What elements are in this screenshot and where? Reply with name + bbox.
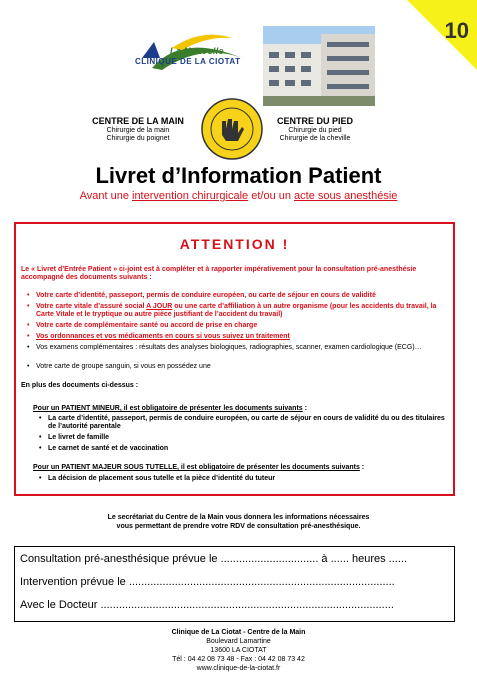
info-line2: vous permettant de prendre votre RDV de consultation pré-anesthésique. [116,523,361,530]
foot-center-title: CENTRE DU PIED [276,116,353,126]
clinic-building-photo [263,26,375,106]
document-subtitle: Avant une intervention chirurgicale et/ou un acte sous anesthésie [79,190,398,202]
doctor-field[interactable]: Avec le Docteur ................................................................................................ [20,599,394,611]
footer-street: Boulevard Lamartine [206,638,271,645]
list-item: • Vos examens complémentaires : résultats des analyses biologiques, radiographies, scanner, examen cardiologique (ECG)… [36,344,446,352]
secretariat-info [0,513,477,531]
footer-city: 13600 LA CIOTAT [210,647,267,654]
foot-center-line1: Chirurgie du pied [288,127,342,134]
footer-phone: Tél : 04 42 08 73 48 - Fax : 04 42 08 73 42 [172,656,305,663]
additional-docs-label: En plus des documents ci-dessus : [21,382,139,389]
clinic-footer [0,628,477,673]
list-item: • Le livret de famille [48,434,446,442]
page-number: 10 [444,18,469,43]
hand-center-line1: Chirurgie de la main [106,127,170,134]
hand-center-block [88,116,188,143]
info-line1: Le secrétariat du Centre de la Main vous donnera les informations nécessaires [107,514,370,521]
clinic-logo [132,28,252,98]
list-item: • La décision de placement sous tutelle et la pièce d’identité du tuteur [48,475,446,483]
hand-center-line2: Chirurgie du poignet [106,135,170,142]
hand-center-title: CENTRE DE LA MAIN [92,116,184,126]
list-item: • Votre carte d’identité, passeport, permis de conduire européen, ou carte de séjour en cours de validité [36,292,446,300]
logo-line2: CLINIQUE DE LA CIOTAT [135,57,241,66]
certification-seal-icon [200,97,264,161]
intervention-date-field[interactable]: Intervention prévue le ....................................................................................... [20,576,395,588]
attention-box [14,222,455,496]
minor-patient-heading: Pour un PATIENT MINEUR, il est obligatoire de présenter les documents suivants : [33,405,307,412]
list-item: • Votre carte vitale d’assuré social A JOUR ou une carte d’affiliation à un autre organisme (pour les accidents du travail, la Carte Vitale et le tryptique ou autre pièce justifiant de l’accident du travail) [36,303,446,319]
list-item: • Vos ordonnances et vos médicaments en cours si vous suivez un traitement [36,333,446,341]
list-item: • Votre carte de groupe sanguin, si vous en possédez une [36,363,446,371]
foot-center-line2: Chirurgie de la cheville [279,135,351,142]
major-patient-heading: Pour un PATIENT MAJEUR SOUS TUTELLE, il est obligatoire de présenter les documents suivants : [33,464,365,471]
logo-line1: La Nouvelle [170,46,224,56]
consultation-date-field[interactable]: Consultation pré-anesthésique prévue le ................................ à ...... heures ...... [20,553,408,565]
attention-intro: Le « Livret d’Entrée Patient » ci-joint est à compléter et à rapporter impérativement pour la consultation pré-anesthésie accompagné des documents suivants : [21,266,417,281]
attention-heading: ATTENTION ! [179,236,290,252]
footer-name: Clinique de La Ciotat - Centre de la Main [171,629,306,636]
list-item: • La carte d’identité, passeport, permis de conduire européen, ou carte de séjour en cours de validité du ou des titulaires de l’autorité parentale [48,415,446,431]
list-item: • Votre carte de complémentaire santé ou accord de prise en charge [36,322,446,330]
list-item: • Le carnet de santé et de vaccination [48,445,446,453]
footer-website[interactable]: www.clinique-de-la-ciotat.fr [196,665,281,672]
appointment-form [14,546,455,622]
foot-center-block [270,116,360,143]
document-title: Livret d’Information Patient [95,163,382,188]
